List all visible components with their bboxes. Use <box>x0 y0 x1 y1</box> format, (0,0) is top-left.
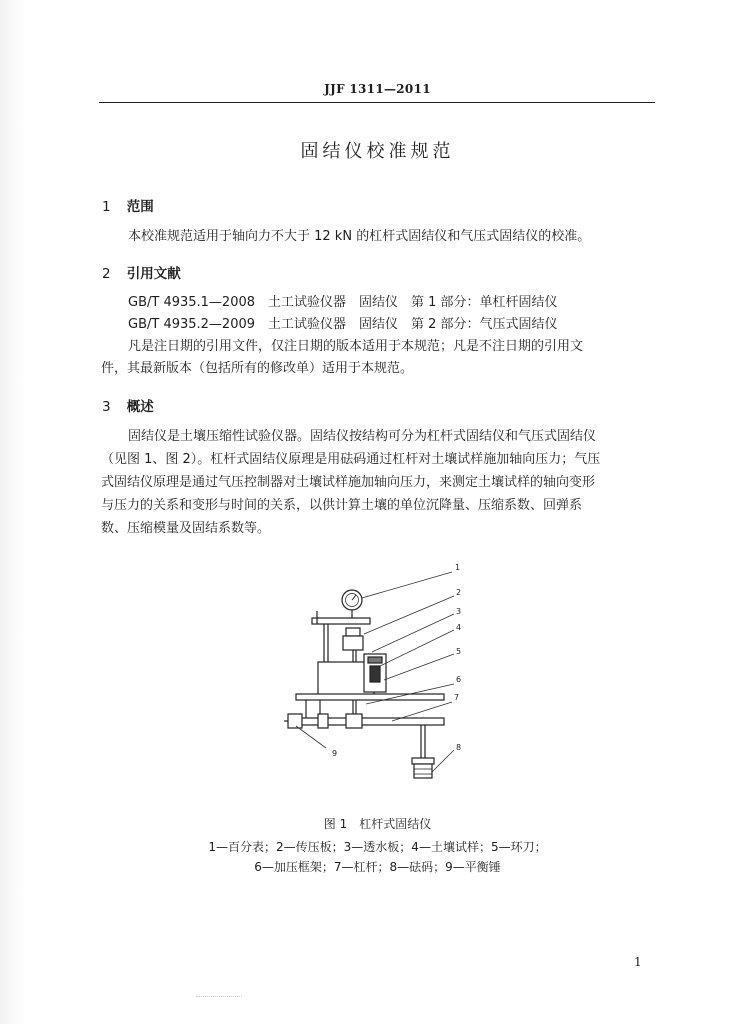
pressure-piston <box>346 628 360 636</box>
binding-shadow <box>0 0 26 1024</box>
section-2-paragraph-line: 凡是注日期的引用文件，仅注日期的版本适用于本规范；凡是不注日期的引用文 <box>128 339 584 354</box>
figure-caption: 图 1 杠杆式固结仪 <box>323 817 432 831</box>
section-3-paragraph-line: 式固结仪原理是通过气压控制器对土壤试样施加轴向压力，来测定土壤试样的轴向变形 <box>101 475 596 490</box>
callout-label: 2 <box>456 588 462 597</box>
section-2-heading <box>102 262 181 282</box>
section-3-paragraph-line: 数、压缩模量及固结系数等。 <box>101 521 271 536</box>
section-title: 引用文献 <box>126 266 181 282</box>
frame-top-bar <box>312 618 370 624</box>
section-number: 3 <box>102 399 111 415</box>
section-3-paragraph-line: 固结仪是土壤压缩性试验仪器。固结仪按结构可分为杠杆式固结仪和气压式固结仪 <box>128 429 597 444</box>
callout-label: 6 <box>456 675 462 684</box>
section-3-paragraph-line: 与压力的关系和变形与时间的关系，以供计算土壤的单位沉降量、压缩系数、回弹系 <box>101 498 583 513</box>
weight-hanger <box>412 758 434 764</box>
section-number: 1 <box>102 199 111 215</box>
reference-line: GB/T 4935.2—2009 土工试验仪器 固结仪 第 2 部分：气压式固结仪 <box>128 317 558 332</box>
callout-label: 8 <box>456 743 462 752</box>
section-3-heading <box>102 395 154 415</box>
callout-label: 4 <box>456 623 462 632</box>
callout-label: 5 <box>456 647 462 656</box>
base-plate <box>296 694 444 700</box>
section-title: 概述 <box>126 399 154 415</box>
section-1-heading <box>102 195 154 215</box>
callout-label: 9 <box>332 749 338 758</box>
document-code: JJF 1311—2011 <box>324 82 431 96</box>
soil-sample <box>370 666 380 682</box>
reference-line: GB/T 4935.1—2008 土工试验仪器 固结仪 第 1 部分：单杠杆固结仪 <box>128 295 558 310</box>
figure-legend-line: 1—百分表；2—传压板；3—透水板；4—土壤试样；5—环刀； <box>208 840 547 854</box>
section-title: 范围 <box>126 199 154 215</box>
balance-weight <box>288 714 302 728</box>
header-rule <box>99 102 655 103</box>
document-title: 固结仪校准规范 <box>300 141 455 162</box>
callout-label: 3 <box>456 607 462 616</box>
page-number: 1 <box>634 955 642 969</box>
callout-label: 7 <box>454 693 460 702</box>
section-number: 2 <box>102 266 111 282</box>
section-2-paragraph-line: 件，其最新版本（包括所有的修改单）适用于本规范。 <box>101 361 414 376</box>
lever-consolidometer-diagram <box>280 558 480 798</box>
section-3-paragraph-line: （见图 1、图 2）。杠杆式固结仪原理是用砝码通过杠杆对土壤试样施加轴向压力；气压 <box>101 452 601 467</box>
weight-stack <box>414 764 432 778</box>
callout-label: 1 <box>455 563 461 572</box>
scan-artifact <box>196 996 242 999</box>
section-1-line: 本校准规范适用于轴向力不大于 12 kN 的杠杆式固结仪和气压式固结仪的校准。 <box>128 229 591 244</box>
figure-legend-line: 6—加压框架；7—杠杆；8—砝码；9—平衡锤 <box>254 860 501 874</box>
